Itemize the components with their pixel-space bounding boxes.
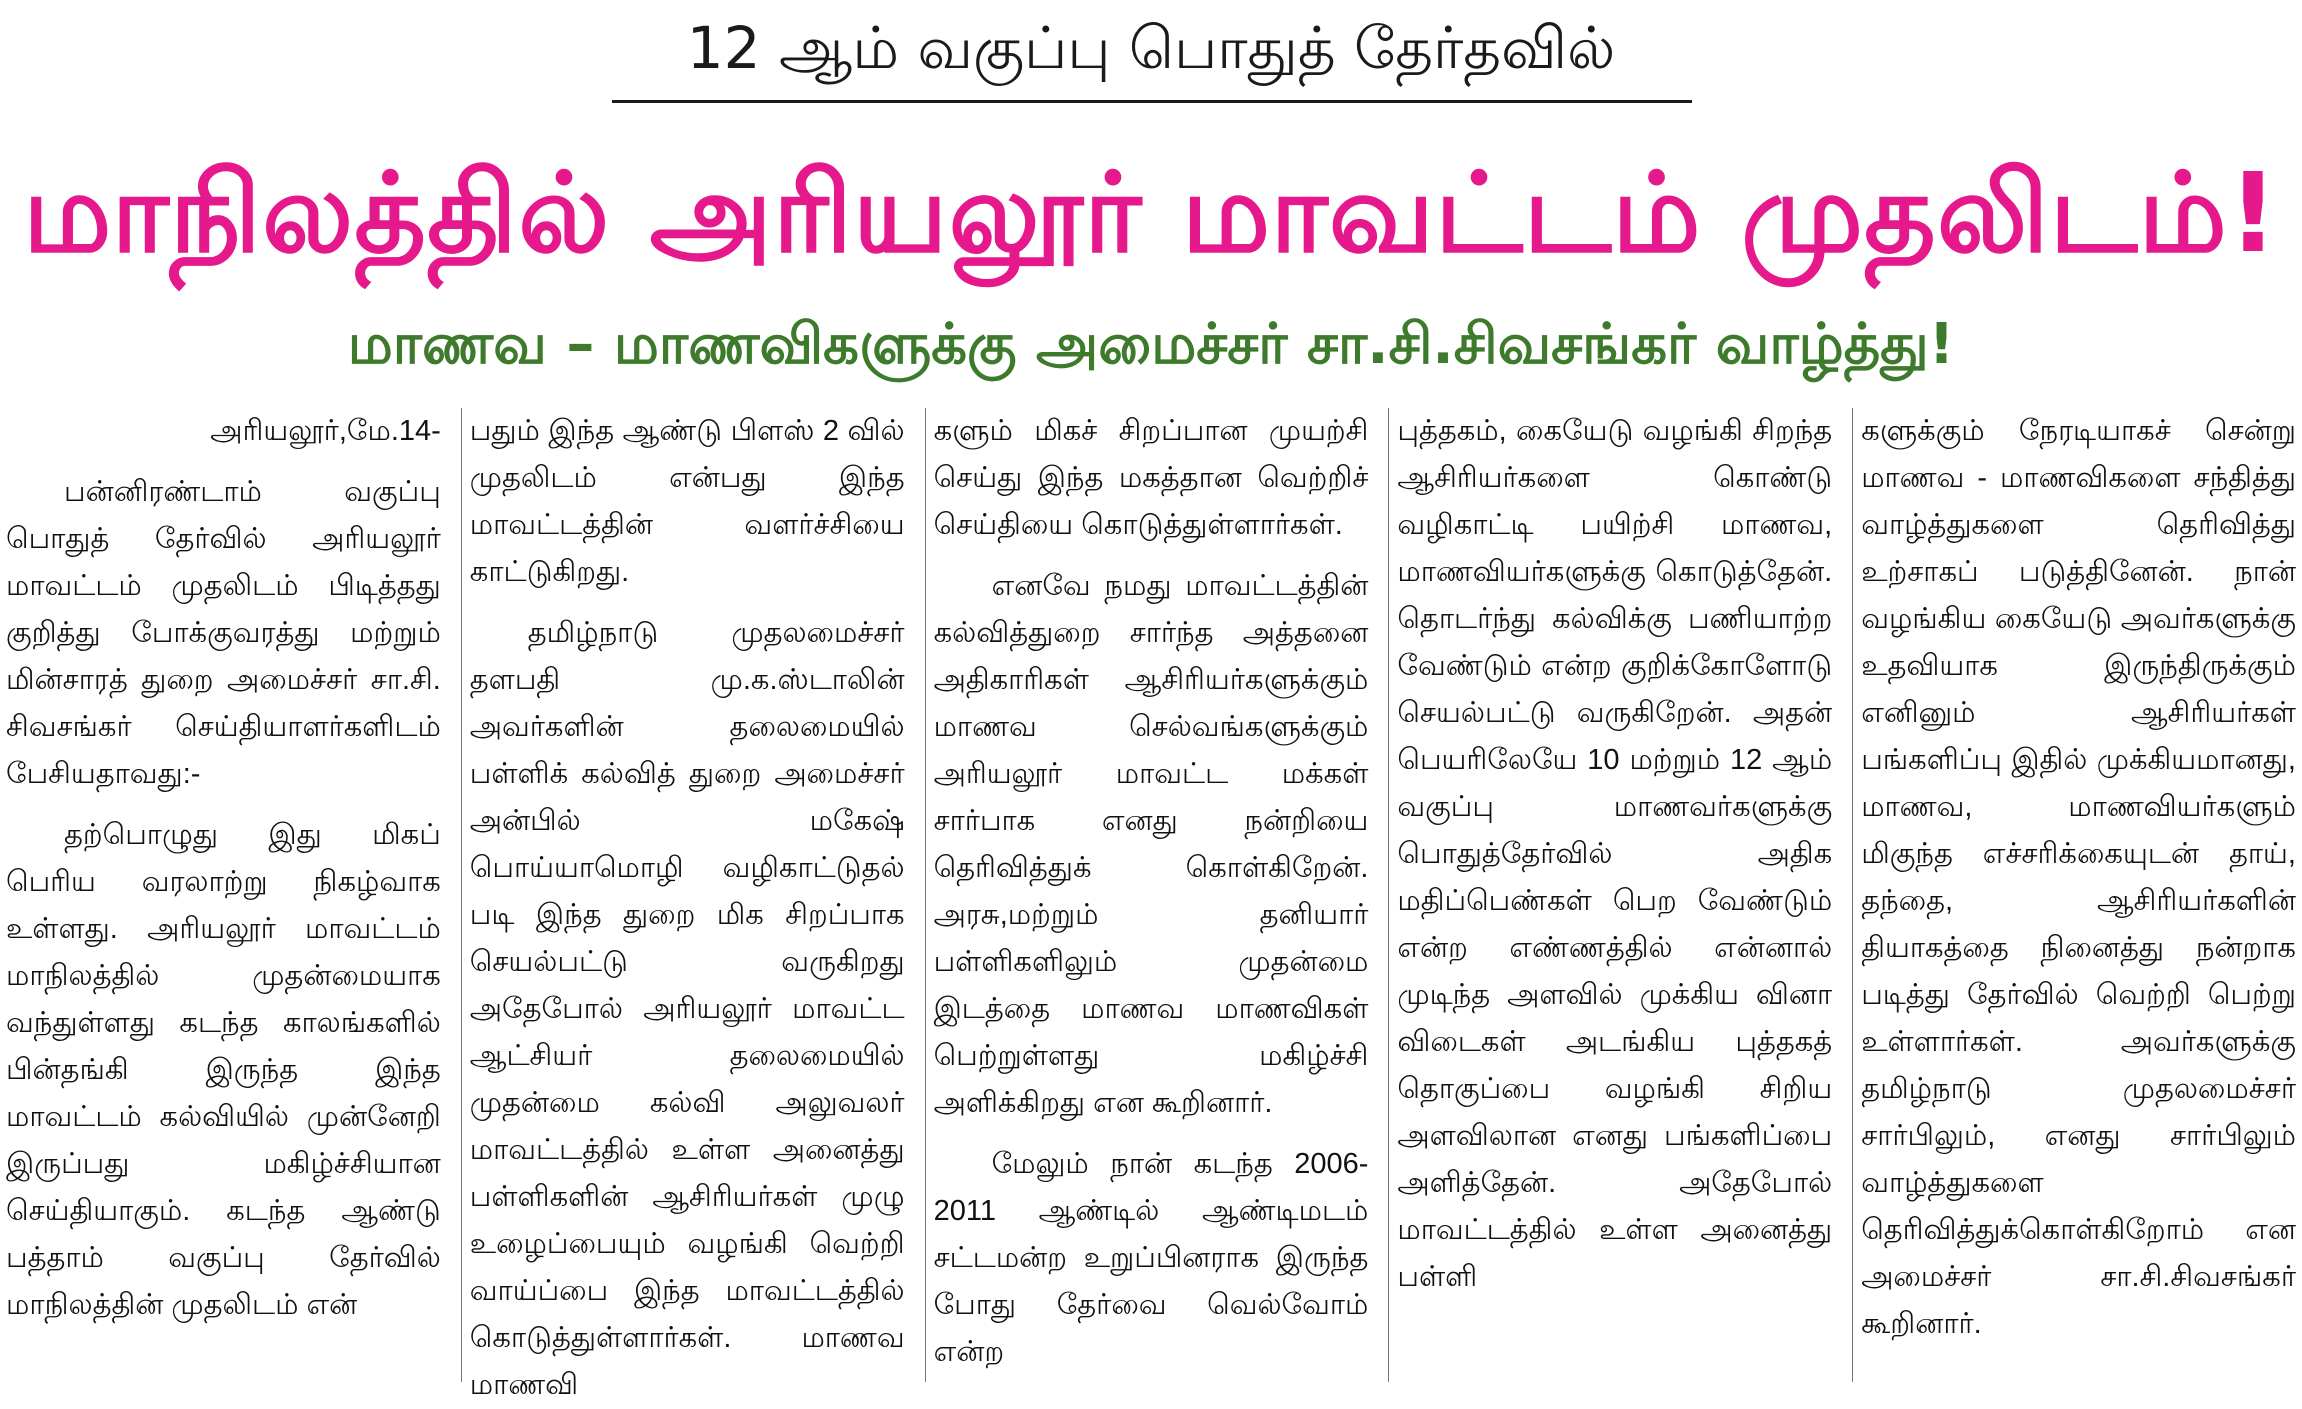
article-body <box>6 408 2296 1401</box>
paragraph: பதும் இந்த ஆண்டு பிளஸ் 2 வில் முதலிடம் என்பது இந்த மாவட்டத்தின் வளர்ச்சியை காட்டுகிறது. <box>469 415 905 588</box>
paragraph: மேலும் நான் கடந்த 2006-2011 ஆண்டில் ஆண்டிமடம் சட்டமன்ற உறுப்பினராக இருந்த போது தேர்வை வெல்வோம் என்ற <box>933 1148 1369 1368</box>
paragraph: களுக்கும் நேரடியாகச் சென்று மாணவ - மாணவிகளை சந்தித்து வாழ்த்துகளை தெரிவித்து உற்சாகப் படுத்தினேன். நான் வழங்கிய கையேடு அவர்களுக்கு உதவியாக இருந்திருக்கும் எனினும் ஆசிரியர்கள் பங்களிப்பு இதில் முக்கியமானது, மாணவ, மாணவியர்களும் மிகுந்த எச்சரிக்கையுடன் தாய், தந்தை, ஆசிரியர்களின் தியாகத்தை நினைத்து நன்றாக படித்து தேர்வில் வெற்றி பெற்று உள்ளார்கள். அவர்களுக்கு தமிழ்நாடு முதலமைச்சர் சார்பிலும், எனது சார்பிலும் வாழ்த்துகளை தெரிவித்துக்கொள்கிறோம் என அமைச்சர் சா.சி.சிவசங்கர் கூறினார். <box>1861 415 2296 1340</box>
subheadline: மாணவ – மாணவிகளுக்கு அமைச்சர் சா.சி.சிவசங்கர் வாழ்த்து! <box>347 312 1955 377</box>
column-divider <box>1388 408 1389 1382</box>
article-column-4 <box>1397 408 1832 1382</box>
dateline: அரியலூர்,மே.14- <box>210 415 441 447</box>
column-divider <box>925 408 926 1382</box>
column-divider <box>461 408 462 1382</box>
paragraph: பன்னிரண்டாம் வகுப்பு பொதுத் தேர்வில் அரியலூர் மாவட்டம் முதலிடம் பிடித்தது குறித்து போக்குவரத்து மற்றும் மின்சாரத் துறை அமைச்சர் சா.சி. சிவசங்கர் செய்தியாளர்களிடம் பேசியதாவது:- <box>6 476 441 790</box>
column-divider <box>1852 408 1853 1382</box>
article-column-1 <box>6 408 441 1382</box>
article-column-5 <box>1861 408 2296 1382</box>
kicker-heading: 12 ஆம் வகுப்பு பொதுத் தேர்தவில் <box>686 14 1616 82</box>
article-column-3 <box>934 408 1369 1382</box>
paragraph: தமிழ்நாடு முதலமைச்சர் தளபதி மு.க.ஸ்டாலின் அவர்களின் தலைமையில் பள்ளிக் கல்வித் துறை அமைச்சர் அன்பில் மகேஷ் பொய்யாமொழி வழிகாட்டுதல் படி இந்த துறை மிக சிறப்பாக செயல்பட்டு வருகிறது அதேபோல் அரியலூர் மாவட்ட ஆட்சியர் தலைமையில் முதன்மை கல்வி அலுவலர் மாவட்டத்தில் உள்ள அனைத்து பள்ளிகளின் ஆசிரியர்கள் முழு உழைப்பையும் வழங்கி வெற்றி வாய்ப்பை இந்த மாவட்டத்தில் கொடுத்துள்ளார்கள். மாணவ மாணவி <box>469 617 905 1401</box>
headline: மாநிலத்தில் அரியலூர் மாவட்டம் முதலிடம்! <box>22 149 2280 277</box>
paragraph: களும் மிகச் சிறப்பான முயற்சி செய்து இந்த மகத்தான வெற்றிச் செய்தியை கொடுத்துள்ளார்கள். <box>933 415 1369 541</box>
kicker-underline <box>612 100 1692 103</box>
paragraph: எனவே நமது மாவட்டத்தின் கல்வித்துறை சார்ந்த அத்தனை அதிகாரிகள் ஆசிரியர்களுக்கும் மாணவ செல்வங்களுக்கும் அரியலூர் மாவட்ட மக்கள் சார்பாக எனது நன்றியை தெரிவித்துக் கொள்கிறேன். அரசு,மற்றும் தனியார் பள்ளிகளிலும் முதன்மை இடத்தை மாணவ மாணவிகள் பெற்றுள்ளது மகிழ்ச்சி அளிக்கிறது என கூறினார். <box>933 570 1369 1119</box>
article-column-2 <box>469 408 905 1401</box>
paragraph: புத்தகம், கையேடு வழங்கி சிறந்த ஆசிரியர்களை கொண்டு வழிகாட்டி பயிற்சி மாணவ, மாணவியர்களுக்கு கொடுத்தேன். தொடர்ந்து கல்விக்கு பணியாற்ற வேண்டும் என்ற குறிக்கோளோடு செயல்பட்டு வருகிறேன். அதன் பெயரிலேயே 10 மற்றும் 12 ஆம் வகுப்பு மாணவர்களுக்கு பொதுத்தேர்வில் அதிக மதிப்பெண்கள் பெற வேண்டும் என்ற எண்ணத்தில் என்னால் முடிந்த அளவில் முக்கிய வினா விடைகள் அடங்கிய புத்தகத் தொகுப்பை வழங்கி சிறிய அளவிலான எனது பங்களிப்பை அளித்தேன். அதேபோல் மாவட்டத்தில் உள்ள அனைத்து பள்ளி <box>1397 415 1833 1293</box>
paragraph: தற்பொழுது இது மிகப் பெரிய வரலாற்று நிகழ்வாக உள்ளது. அரியலூர் மாவட்டம் மாநிலத்தில் முதன்மையாக வந்துள்ளது கடந்த காலங்களில் பின்தங்கி இருந்த இந்த மாவட்டம் கல்வியில் முன்னேறி இருப்பது மகிழ்ச்சியான செய்தியாகும். கடந்த ஆண்டு பத்தாம் வகுப்பு தேர்வில் மாநிலத்தின் முதலிடம் என் <box>6 819 441 1321</box>
